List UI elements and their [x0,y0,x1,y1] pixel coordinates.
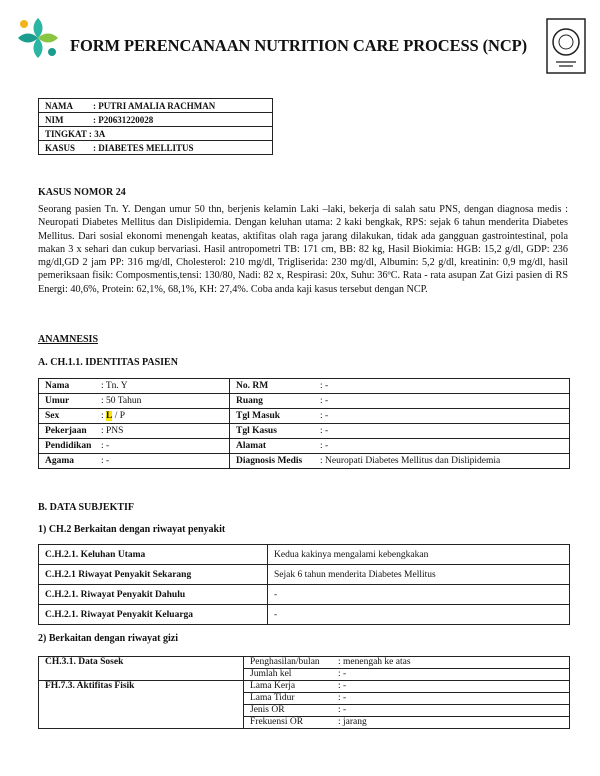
kemenkes-logo [14,14,62,62]
table-row: C.H.2.1. Riwayat Penyakit Keluarga - [39,605,570,625]
table-row: C.H.2.1. Keluhan Utama Kedua kakinya mengalami kebengkakan [39,545,570,565]
table-row: FH.7.3. Aktifitas Fisik Lama Kerja : - [39,681,570,693]
case-heading: KASUS NOMOR 24 [38,187,126,198]
subsection-1-heading: 1) CH.2 Berkaitan dengan riwayat penyakit [38,524,226,535]
patient-identity-table: Nama : Tn. Y No. RM : - Umur : 50 Tahun Ruang : - Sex : L / P Tgl Masuk : - Pekerjaan : PNS Tgl Kasus : - Pendidikan : - Alamat : - Agama : - Diagnosis Medis : Neuropati Diabetes Mellitus dan Dislipidemia [38,378,570,469]
nutrition-history-table [38,656,570,729]
table-row: Lama Tidur : - [39,693,570,705]
page-title: FORM PERENCANAAN NUTRITION CARE PROCESS (NCP) [70,36,528,55]
section-a-heading: A. CH.1.1. IDENTITAS PASIEN [38,357,178,368]
table-row: CH.3.1. Data Sosek Penghasilan/bulan : menengah ke atas [39,657,570,669]
anamnesis-heading: ANAMNESIS [38,334,99,345]
disease-history-table [38,544,570,625]
poltekkes-emblem [546,18,586,74]
section-b-heading: B. DATA SUBJEKTIF [38,502,135,513]
case-description: Seorang pasien Tn. Y. Dengan umur 50 thn, berjenis kelamin Laki –laki, bekerja di salah satu PNS, dengan diagnosa medis : Neuropati Diabetes Mellitus dan Dislipidemia. Dengan keluhan utama: 2 kaki bengkak, RPS: sejak 6 tahun menderita Diabetes Mellitus. Dari sosial ekonomi menengah keatas, aktifitas olah raga jarang dilakukan, tidak ada gangguan gastrointestinal, pola makan 3 x sehari dan cukup bervariasi. Hasil antropometri TB: 171 cm, BB: 82 kg, Hasil Biokimia: HGB: 15,2 g/dl, GDP: 236 mg/dl,GD 2 jam PP: 316 mg/dl, Cholesterol: 210 mg/dl, Trigliserida: 230 mg/dl, Albumin: 5,2 g/dl, kreatinin: 0,9 mg/dl, hasil pemeriksaan fisik: Composmentis,tensi: 130/80, Nadi: 82 x, Respirasi: 20x, Suhu: 36ºC. Rata - rata asupan Zat Gizi pasien di RS Energi: 40,6%, Protein: 62,1%, 68,1%, KH: 27,4%. Coba anda kaji kasus tersebut dengan NCP. [38,204,568,295]
table-row: Jenis OR : - [39,705,570,717]
table-row: C.H.2.1 Riwayat Penyakit Sekarang Sejak 6 tahun menderita Diabetes Mellitus [39,565,570,585]
table-row: Frekuensi OR : jarang [39,717,570,729]
table-row: Jumlah kel : - [39,669,570,681]
subsection-2-heading: 2) Berkaitan dengan riwayat gizi [38,633,178,644]
sex-selected-highlight: L [106,411,113,421]
table-row: C.H.2.1. Riwayat Penyakit Dahulu - [39,585,570,605]
student-identity-table: NAMA : PUTRI AMALIA RACHMAN NIM : P20631220028 TINGKAT : 3A KASUS : DIABETES MELLITUS [38,98,273,155]
